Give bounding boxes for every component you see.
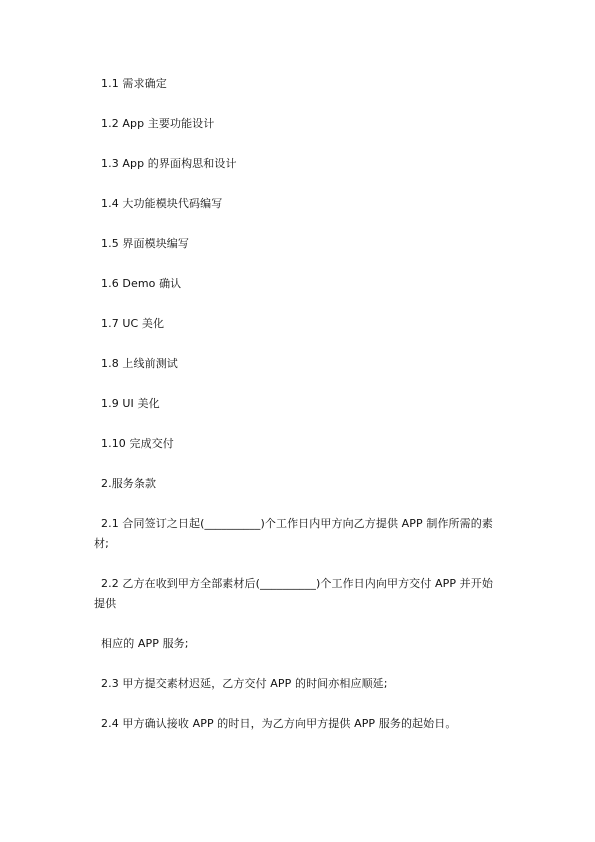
- clause-2-2-line-3: 相应的 APP 服务;: [101, 637, 189, 650]
- clause-2-1-line-2: 材;: [94, 537, 109, 550]
- item-1-4: 1.4 大功能模块代码编写: [101, 197, 223, 210]
- clause-2-3: 2.3 甲方提交素材迟延，乙方交付 APP 的时间亦相应顺延;: [101, 677, 388, 690]
- item-1-9: 1.9 UI 美化: [101, 397, 160, 410]
- clause-2-1-line-1: 2.1 合同签订之日起(__________)个工作日内甲方向乙方提供 APP 制作所需的素: [101, 517, 493, 530]
- item-1-5: 1.5 界面模块编写: [101, 237, 189, 250]
- clause-2-4: 2.4 甲方确认接收 APP 的时日，为乙方向甲方提供 APP 服务的起始日。: [101, 717, 457, 730]
- item-1-3: 1.3 App 的界面构思和设计: [101, 157, 237, 170]
- item-1-10: 1.10 完成交付: [101, 437, 174, 450]
- clause-2-2-line-1: 2.2 乙方在收到甲方全部素材后(__________)个工作日内向甲方交付 APP 并开始: [101, 577, 493, 590]
- item-1-8: 1.8 上线前测试: [101, 357, 178, 370]
- item-1-7: 1.7 UC 美化: [101, 317, 165, 330]
- item-1-2: 1.2 App 主要功能设计: [101, 117, 215, 130]
- item-1-6: 1.6 Demo 确认: [101, 277, 182, 290]
- item-1-1: 1.1 需求确定: [101, 77, 167, 90]
- clause-2-2-line-2: 提供: [94, 597, 117, 610]
- section-2-title: 2.服务条款: [101, 477, 157, 490]
